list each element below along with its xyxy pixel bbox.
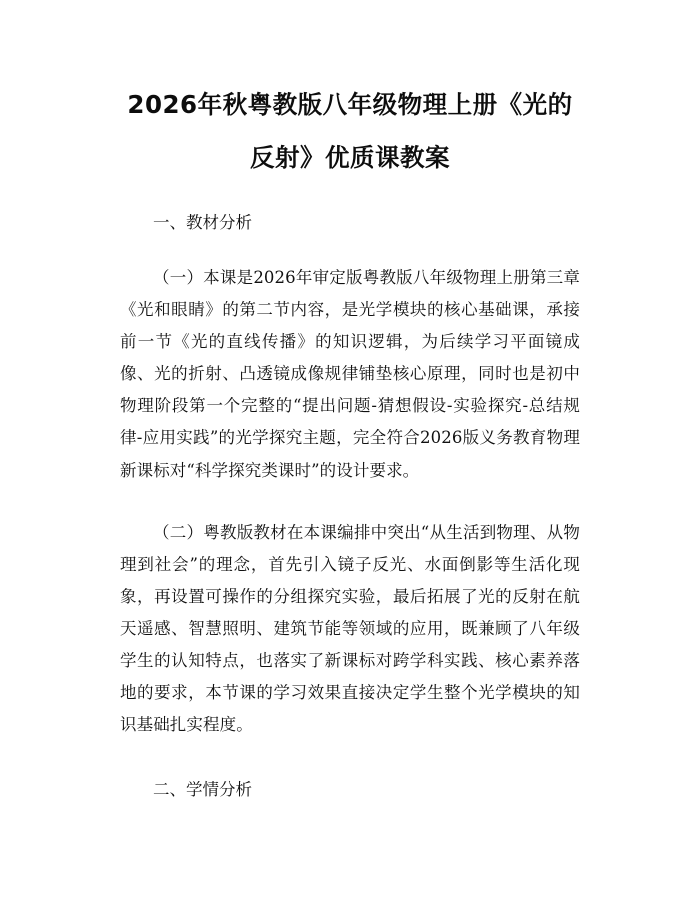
- paragraph-textbook-analysis-2: （二）粤教版教材在本课编排中突出“从生活到物理、从物理到社会”的理念，首先引入镜子反光、水面倒影等生活化现象，再设置可操作的分组探究实验，最后拓展了光的反射在航天遥感、智慧照明、建筑节能等领域的应用，既兼顾了八年级学生的认知特点，也落实了新课标对跨学科实践、核心素养落地的要求，本节课的学习效果直接决定学生整个光学模块的知识基础扎实程度。: [120, 522, 580, 735]
- document-title: 2026年秋粤教版八年级物理上册《光的反射》优质课教案: [127, 90, 573, 172]
- section-heading-textbook-analysis: 一、教材分析: [153, 213, 252, 232]
- paragraph-textbook-analysis-1: （一）本课是2026年审定版粤教版八年级物理上册第三章《光和眼睛》的第二节内容，是光学模块的核心基础课，承接前一节《光的直线传播》的知识逻辑，为后续学习平面镜成像、光的折射、凸透镜成像规律铺垫核心原理，同时也是初中物理阶段第一个完整的“提出问题-猜想假设-实验探究-总结规律-应用实践”的光学探究主题，完全符合2026版义务教育物理新课标对“科学探究类课时”的设计要求。: [120, 268, 580, 480]
- section-heading-student-analysis: 二、学情分析: [153, 780, 252, 800]
